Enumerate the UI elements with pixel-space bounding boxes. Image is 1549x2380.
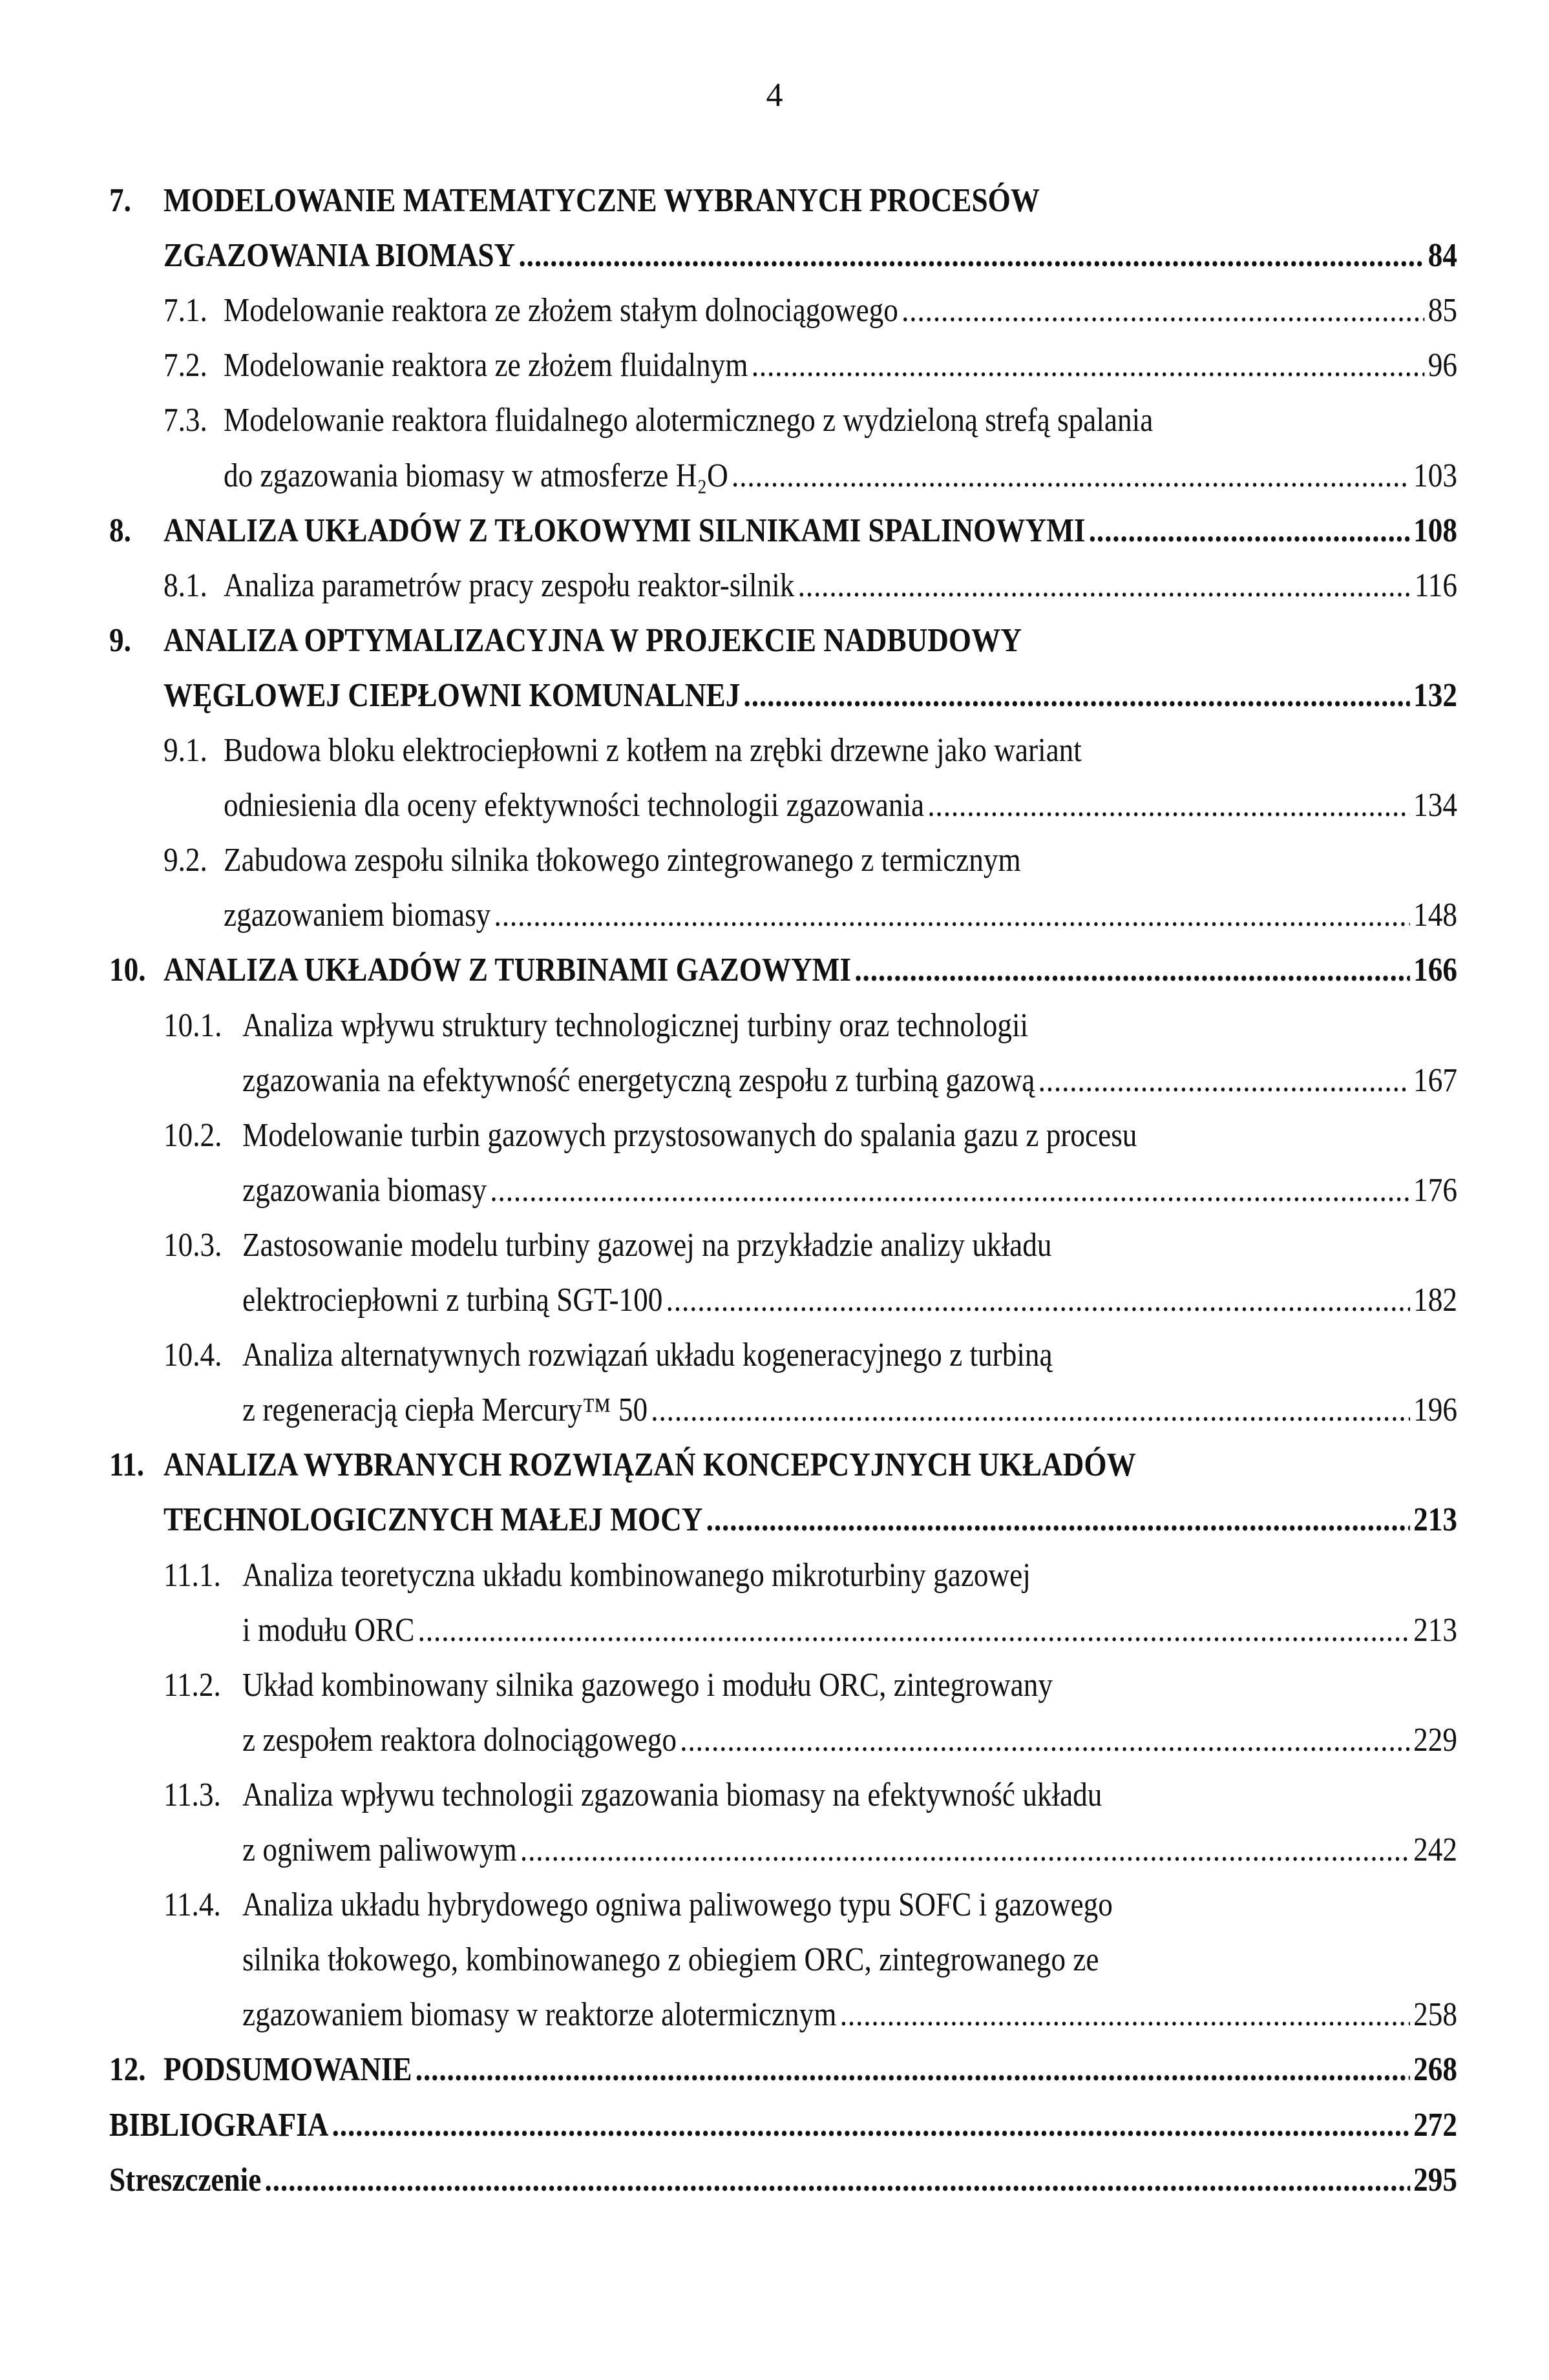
toc-entry-line[interactable] bbox=[224, 290, 1457, 331]
toc-entry-line[interactable] bbox=[242, 1884, 1113, 1926]
toc-entry-number: 7.2. bbox=[163, 347, 207, 384]
toc-entry-line[interactable] bbox=[163, 1445, 1136, 1486]
dot-leader bbox=[1089, 510, 1410, 552]
toc-page-number: 85 bbox=[1428, 292, 1457, 329]
dot-leader bbox=[752, 345, 1425, 386]
toc-entry-title: Budowa bloku elektrociepłowni z kotłem na zrębki drzewne jako wariant bbox=[224, 732, 1082, 769]
dot-leader bbox=[416, 2049, 1410, 2091]
toc-entry-title: ZGAZOWANIA BIOMASY bbox=[163, 237, 516, 275]
toc-entry-number: 10.3. bbox=[163, 1226, 222, 1264]
toc-entry-title: elektrociepłowni z turbiną SGT-100 bbox=[242, 1282, 663, 1319]
toc-entry-number: 9.2. bbox=[163, 842, 207, 879]
toc-page-number: 167 bbox=[1413, 1061, 1457, 1099]
toc-page-number: 295 bbox=[1413, 2161, 1457, 2198]
page-number: 4 bbox=[766, 77, 783, 114]
dot-leader bbox=[518, 235, 1424, 277]
toc-entry-line[interactable] bbox=[224, 400, 1153, 441]
toc-page-number: 229 bbox=[1413, 1721, 1457, 1759]
toc-entry-title: ANALIZA WYBRANYCH ROZWIĄZAŃ KONCEPCYJNYCH UKŁADÓW bbox=[163, 1446, 1136, 1484]
toc-entry-title: Układ kombinowany silnika gazowego i modułu ORC, zintegrowany bbox=[242, 1666, 1053, 1704]
toc-entry-line[interactable] bbox=[242, 1610, 1457, 1651]
toc-entry-number: 7.3. bbox=[163, 402, 207, 439]
toc-entry-line[interactable] bbox=[163, 2049, 1457, 2091]
toc-entry-number: 8. bbox=[109, 512, 131, 549]
toc-entry-title: Zastosowanie modelu turbiny gazowej na przykładzie analizy układu bbox=[242, 1226, 1052, 1264]
toc-entry-line[interactable] bbox=[242, 1775, 1102, 1816]
toc-entry-number: 7. bbox=[109, 182, 131, 219]
toc-page-number: 132 bbox=[1413, 676, 1457, 714]
toc-entry-title: Streszczenie bbox=[109, 2161, 262, 2198]
toc-entry-title: BIBLIOGRAFIA bbox=[109, 2106, 329, 2144]
dot-leader bbox=[651, 1390, 1410, 1431]
toc-page-number: 166 bbox=[1413, 952, 1457, 989]
toc-entry-title: Analiza wpływu struktury technologicznej turbiny oraz technologii bbox=[242, 1007, 1029, 1044]
dot-leader bbox=[332, 2105, 1410, 2146]
toc-entry-number: 10.2. bbox=[163, 1116, 222, 1154]
toc-entry-line[interactable] bbox=[224, 455, 1457, 497]
dot-leader bbox=[1038, 1060, 1410, 1101]
toc-page-number: 148 bbox=[1413, 897, 1457, 934]
toc-entry-title: i modułu ORC bbox=[242, 1611, 415, 1649]
toc-page-number: 258 bbox=[1413, 1996, 1457, 2034]
toc-entry-number: 10. bbox=[109, 952, 146, 989]
toc-entry-line[interactable] bbox=[109, 2105, 1457, 2146]
toc-entry-number: 11.3. bbox=[163, 1776, 221, 1813]
toc-entry-title: ANALIZA UKŁADÓW Z TURBINAMI GAZOWYMI bbox=[163, 952, 852, 989]
toc-entry-line[interactable] bbox=[242, 1060, 1457, 1101]
toc-page-number: 96 bbox=[1428, 347, 1457, 384]
toc-entry-title: z regeneracją ciepła Mercury™ 50 bbox=[242, 1392, 648, 1429]
toc-entry-title: z ogniwem paliwowym bbox=[242, 1832, 517, 1868]
toc-entry-title: odniesienia dla oceny efektywności technologii zgazowania bbox=[224, 787, 925, 824]
dot-leader bbox=[706, 1499, 1410, 1541]
dot-leader bbox=[265, 2160, 1410, 2201]
toc-page-number: 84 bbox=[1428, 237, 1457, 275]
toc-entry-title: PODSUMOWANIE bbox=[163, 2051, 412, 2089]
dot-leader bbox=[666, 1280, 1410, 1321]
dot-leader bbox=[854, 950, 1410, 991]
toc-entry-number: 12. bbox=[109, 2051, 146, 2089]
toc-entry-line[interactable] bbox=[163, 620, 1022, 662]
toc-entry-line[interactable] bbox=[242, 1005, 1028, 1047]
toc-entry-line[interactable] bbox=[163, 675, 1457, 716]
toc-page-number: 182 bbox=[1413, 1282, 1457, 1319]
toc-entry-number: 9.1. bbox=[163, 732, 207, 769]
toc-entry-line[interactable] bbox=[242, 1720, 1457, 1761]
toc-entry-line[interactable] bbox=[109, 2160, 1457, 2201]
toc-entry-line[interactable] bbox=[242, 1830, 1457, 1871]
toc-entry-number: 11.1. bbox=[163, 1556, 221, 1594]
toc-entry-line[interactable] bbox=[242, 1115, 1137, 1156]
dot-leader bbox=[901, 290, 1424, 331]
toc-entry-number: 10.1. bbox=[163, 1007, 222, 1044]
toc-entry-line[interactable] bbox=[224, 565, 1457, 607]
dot-leader bbox=[927, 785, 1410, 826]
toc-entry-line[interactable] bbox=[242, 1225, 1051, 1266]
toc-entry-title: Modelowanie reaktora fluidalnego alotermicznego z wydzieloną strefą spalania bbox=[224, 402, 1154, 439]
toc-entry-title: Modelowanie reaktora ze złożem fluidalnym bbox=[224, 347, 748, 384]
toc-entry-title: Analiza alternatywnych rozwiązań układu kogeneracyjnego z turbiną bbox=[242, 1337, 1053, 1374]
toc-entry-line[interactable] bbox=[163, 1499, 1457, 1541]
toc-entry-title: do zgazowania biomasy w atmosferze H₂O bbox=[224, 457, 728, 494]
toc-entry-title: silnika tłokowego, kombinowanego z obiegiem ORC, zintegrowanego ze bbox=[242, 1941, 1099, 1979]
toc-entry-number: 9. bbox=[109, 621, 131, 659]
toc-entry-title: z zespołem reaktora dolnociągowego bbox=[242, 1721, 677, 1759]
toc-entry-title: WĘGLOWEJ CIEPŁOWNI KOMUNALNEJ bbox=[163, 676, 741, 714]
toc-entry-line[interactable] bbox=[242, 1280, 1457, 1321]
toc-page-number: 116 bbox=[1414, 567, 1457, 604]
toc-entry-title: TECHNOLOGICZNYCH MAŁEJ MOCY bbox=[163, 1501, 703, 1539]
toc-page-number: 103 bbox=[1413, 457, 1457, 494]
toc-page-number: 272 bbox=[1413, 2106, 1457, 2144]
toc-entry-number: 7.1. bbox=[163, 292, 207, 329]
toc-page-number: 213 bbox=[1413, 1611, 1457, 1649]
dot-leader bbox=[490, 1170, 1410, 1211]
toc-entry-number: 10.4. bbox=[163, 1337, 222, 1374]
dot-leader bbox=[494, 895, 1410, 936]
toc-entry-title: zgazowania na efektywność energetyczną zespołu z turbiną gazową bbox=[242, 1061, 1035, 1099]
toc-entry-line[interactable] bbox=[224, 730, 1082, 771]
toc-page-number: 242 bbox=[1413, 1832, 1457, 1868]
toc-page-number: 213 bbox=[1413, 1501, 1457, 1539]
toc-entry-title: zgazowaniem biomasy w reaktorze alotermicznym bbox=[242, 1996, 837, 2034]
toc-entry-line[interactable] bbox=[163, 180, 1040, 222]
toc-entry-line[interactable] bbox=[163, 950, 1457, 991]
toc-page-number: 196 bbox=[1413, 1392, 1457, 1429]
toc-entry-number: 11.4. bbox=[163, 1886, 221, 1924]
toc-entry-line[interactable] bbox=[163, 510, 1457, 552]
toc-entry-title: Modelowanie turbin gazowych przystosowanych do spalania gazu z procesu bbox=[242, 1116, 1137, 1154]
toc-entry-title: Analiza teoretyczna układu kombinowanego mikroturbiny gazowej bbox=[242, 1556, 1031, 1594]
toc-entry-number: 8.1. bbox=[163, 567, 207, 604]
toc-entry-title: ANALIZA UKŁADÓW Z TŁOKOWYMI SILNIKAMI SPALINOWYMI bbox=[163, 512, 1086, 549]
toc-entry-title: Analiza parametrów pracy zespołu reaktor-silnik bbox=[224, 567, 795, 604]
toc-entry-line[interactable] bbox=[242, 1390, 1457, 1431]
toc-entry-title: Zabudowa zespołu silnika tłokowego zintegrowanego z termicznym bbox=[224, 842, 1021, 879]
dot-leader bbox=[744, 675, 1410, 716]
toc-entry-line[interactable] bbox=[224, 895, 1457, 936]
dot-leader bbox=[680, 1720, 1410, 1761]
toc-page-number: 268 bbox=[1413, 2051, 1457, 2089]
toc-entry-number: 11.2. bbox=[163, 1666, 221, 1704]
toc-entry-line[interactable] bbox=[242, 1994, 1457, 2036]
toc-entry-line[interactable] bbox=[163, 235, 1457, 277]
toc-entry-title: zgazowania biomasy bbox=[242, 1171, 487, 1209]
toc-entry-line[interactable] bbox=[242, 1665, 1053, 1706]
toc-entry-title: ANALIZA OPTYMALIZACYJNA W PROJEKCIE NADBUDOWY bbox=[163, 621, 1022, 659]
toc-entry-title: Analiza wpływu technologii zgazowania biomasy na efektywność układu bbox=[242, 1776, 1102, 1813]
toc-entry-title: MODELOWANIE MATEMATYCZNE WYBRANYCH PROCESÓW bbox=[163, 182, 1040, 219]
dot-leader bbox=[798, 565, 1411, 607]
toc-entry-line[interactable] bbox=[242, 1335, 1053, 1376]
toc-entry-line[interactable] bbox=[242, 1170, 1457, 1211]
dot-leader bbox=[418, 1610, 1410, 1651]
toc-entry-line[interactable] bbox=[224, 840, 1021, 881]
toc-entry-title: zgazowaniem biomasy bbox=[224, 897, 491, 934]
toc-entry-line[interactable] bbox=[224, 345, 1457, 386]
dot-leader bbox=[520, 1830, 1410, 1871]
toc-entry-line[interactable] bbox=[242, 1555, 1031, 1596]
toc-page-number: 176 bbox=[1413, 1171, 1457, 1209]
dot-leader bbox=[840, 1994, 1410, 2036]
toc-entry-title: Analiza układu hybrydowego ogniwa paliwowego typu SOFC i gazowego bbox=[242, 1886, 1113, 1924]
toc-entry-title: Modelowanie reaktora ze złożem stałym dolnociągowego bbox=[224, 292, 898, 329]
toc-entry-line[interactable] bbox=[224, 785, 1457, 826]
dot-leader bbox=[732, 455, 1410, 497]
toc-page-number: 134 bbox=[1413, 787, 1457, 824]
toc-entry-line[interactable] bbox=[242, 1939, 1099, 1981]
toc-entry-number: 11. bbox=[109, 1446, 145, 1484]
toc-page-number: 108 bbox=[1413, 512, 1457, 549]
